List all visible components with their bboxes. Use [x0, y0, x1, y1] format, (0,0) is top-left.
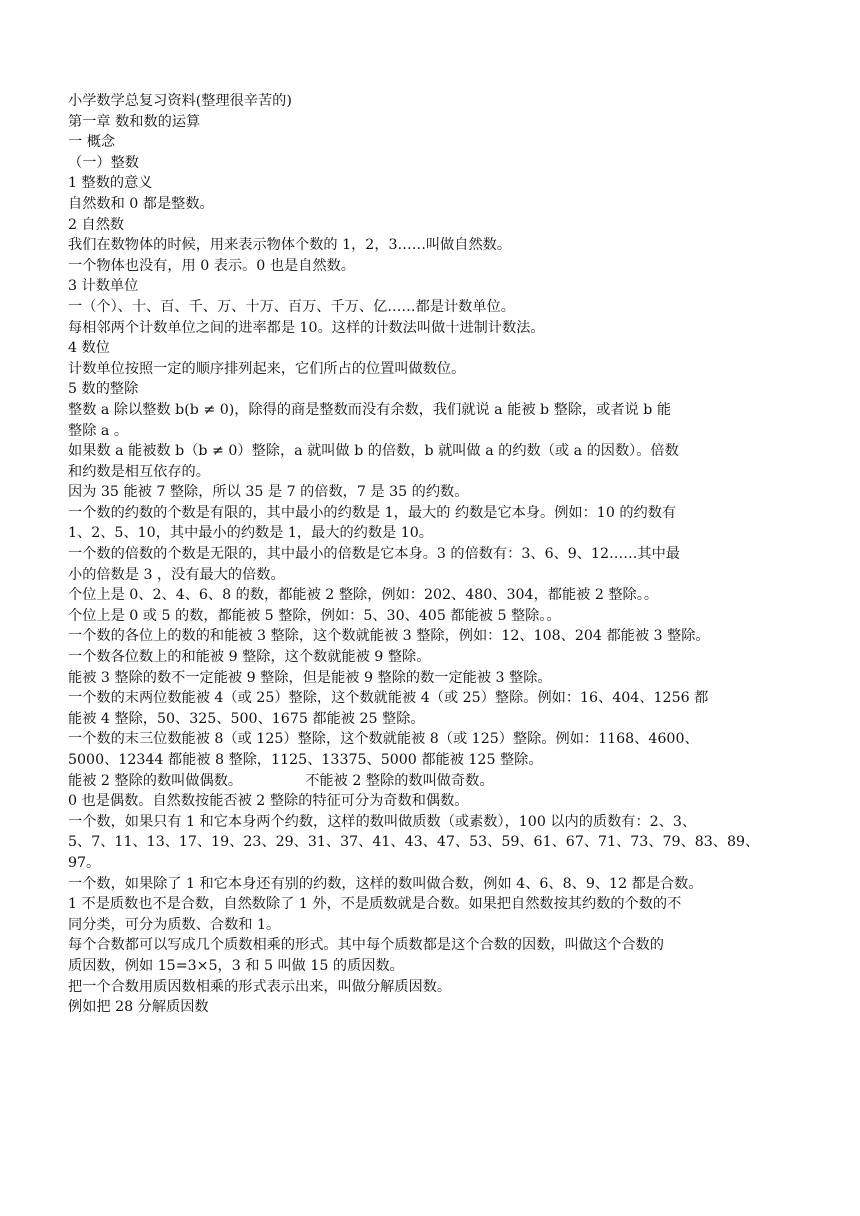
text-line: 能被 4 整除，50、325、500、1675 都能被 25 整除。: [68, 710, 425, 727]
text-line: 同分类，可分为质数、合数和 1。: [68, 916, 281, 933]
subsection-heading: （一）整数: [68, 154, 139, 171]
text-line: 个位上是 0 或 5 的数，都能被 5 整除，例如：5、30、405 都能被 5 整除。。: [68, 607, 561, 624]
item-heading: 5 数的整除: [68, 381, 139, 398]
text-line: 我们在数物体的时候，用来表示物体个数的 1，2，3……叫做自然数。: [68, 237, 512, 254]
text-line: 97。: [68, 854, 101, 871]
text-line: 因为 35 能被 7 整除，所以 35 是 7 的倍数，7 是 35 的约数。: [68, 484, 469, 501]
text-line: 一个数，如果除了 1 和它本身还有别的约数，这样的数叫做合数，例如 4、6、8、9、12 都是合数。: [68, 875, 703, 892]
text-line: 例如把 28 分解质因数: [68, 999, 209, 1016]
chapter-heading: 第一章 数和数的运算: [68, 113, 201, 130]
text-line: 每个合数都可以写成几个质数相乘的形式。其中每个质数都是这个合数的因数，叫做这个合数的: [68, 937, 664, 954]
text-line: 一个数的各位上的数的和能被 3 整除，这个数就能被 3 整除，例如：12、108、204 都能被 3 整除。: [68, 628, 710, 645]
text-line: 一个数，如果只有 1 和它本身两个约数，这样的数叫做质数（或素数），100 以内的质数有：2、3、: [68, 813, 697, 830]
text-line: 一个数的约数的个数是有限的，其中最小的约数是 1，最大的 约数是它本身。例如：10 的约数有: [68, 504, 677, 521]
text-line: 和约数是相互依存的。: [68, 463, 210, 480]
text-line: 自然数和 0 都是整数。: [68, 195, 214, 212]
item-heading: 4 数位: [68, 340, 110, 357]
item-heading: 3 计数单位: [68, 278, 139, 295]
document-title: 小学数学总复习资料(整理很辛苦的): [68, 93, 292, 109]
text-line: 把一个合数用质因数相乘的形式表示出来，叫做分解质因数。: [68, 978, 452, 995]
text-line: 整数 a 除以整数 b(b ≠ 0)，除得的商是整数而没有余数，我们就说 a 能被 b 整除，或者说 b 能: [68, 401, 672, 418]
text-line: 质因数，例如 15=3×5，3 和 5 叫做 15 的质因数。: [68, 957, 404, 974]
text-line: 一个物体也没有，用 0 表示。0 也是自然数。: [68, 257, 355, 274]
text-line: 能被 3 整除的数不一定能被 9 整除，但是能被 9 整除的数一定能被 3 整除。: [68, 669, 552, 686]
text-line: 一（个）、十、百、千、万、十万、百万、千万、亿……都是计数单位。: [68, 298, 515, 315]
text-line: 个位上是 0、2、4、6、8 的数，都能被 2 整除，例如：202、480、304，都能被 2 整除。。: [68, 587, 659, 604]
text-line: 一个数各位数上的和能被 9 整除，这个数就能被 9 整除。: [68, 649, 431, 666]
text-line: 0 也是偶数。自然数按能否被 2 整除的特征可分为奇数和偶数。: [68, 793, 469, 810]
text-line: 1 不是质数也不是合数，自然数除了 1 外，不是质数就是合数。如果把自然数按其约数的个数的不: [68, 896, 682, 913]
text-line: 1、2、5、10，其中最小的约数是 1，最大的约数是 10。: [68, 525, 433, 542]
text-line: 整除 a 。: [68, 422, 129, 439]
text-line: 如果数 a 能被数 b（b ≠ 0）整除，a 就叫做 b 的倍数，b 就叫做 a 的约数（或 a 的因数）。倍数: [68, 443, 679, 460]
text-line: 每相邻两个计数单位之间的进率都是 10。这样的计数法叫做十进制计数法。: [68, 319, 545, 336]
text-line: 计数单位按照一定的顺序排列起来，它们所占的位置叫做数位。: [68, 360, 466, 377]
text-line: 小的倍数是 3 ，没有最大的倍数。: [68, 566, 285, 583]
text-line: 一个数的倍数的个数是无限的，其中最小的倍数是它本身。3 的倍数有：3、6、9、12……其中最: [68, 546, 680, 563]
text-line: 一个数的末两位数能被 4（或 25）整除，这个数就能被 4（或 25）整除。例如：16、404、1256 都: [68, 690, 709, 707]
text-line: 5、7、11、13、17、19、23、29、31、37、41、43、47、53、59、61、67、71、73、79、83、89、: [68, 834, 760, 851]
item-heading: 1 整数的意义: [68, 175, 153, 192]
section-heading: 一 概念: [68, 134, 116, 151]
text-line: 5000、12344 都能被 8 整除，1125、13375、5000 都能被 125 整除。: [68, 752, 543, 768]
document-page: [68, 91, 808, 1018]
item-heading: 2 自然数: [68, 216, 125, 233]
text-line: 一个数的末三位数能被 8（或 125）整除，这个数就能被 8（或 125）整除。例如：1168、4600、: [68, 731, 699, 748]
text-line: 能被 2 整除的数叫做偶数。 不能被 2 整除的数叫做奇数。: [68, 772, 494, 789]
